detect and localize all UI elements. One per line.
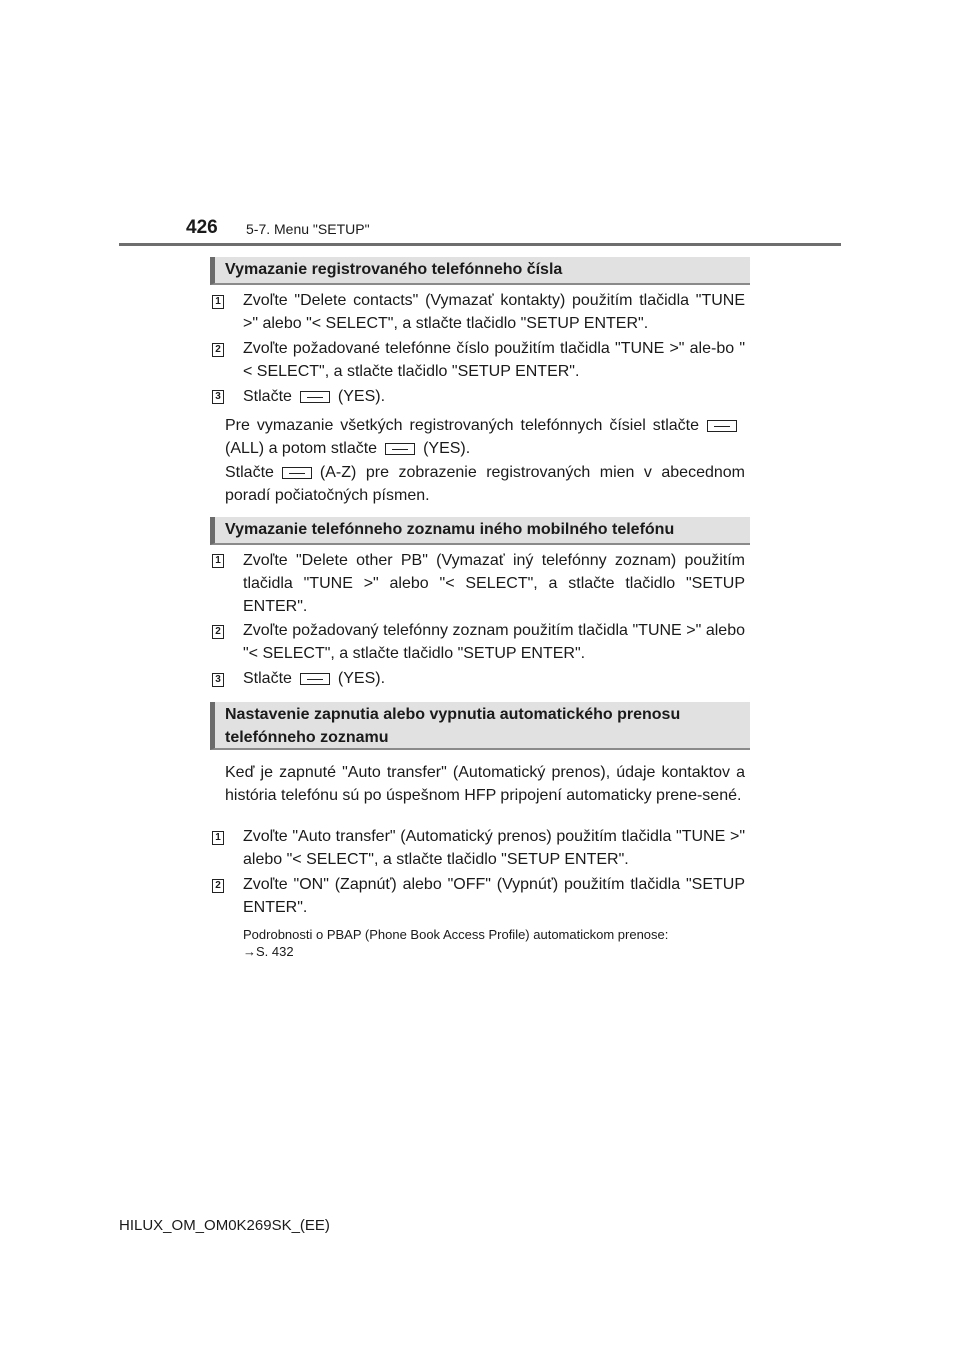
step-text: Stlačte (YES). — [243, 670, 386, 687]
button-icon — [707, 420, 737, 432]
intro-text: Keď je zapnuté "Auto transfer" (Automatický prenos), údaje kontaktov a história telefónu sú po úspešnom HFP pripojení automaticky prene-sené. — [225, 764, 745, 804]
section-header: 5-7. Menu "SETUP" — [246, 221, 370, 237]
step-text: Zvoľte "ON" (Zapnúť) alebo "OFF" (Vypnúť) použitím tlačidla "SETUP ENTER". — [243, 876, 745, 916]
header-divider — [119, 243, 841, 246]
step-text: Zvoľte "Delete other PB" (Vymazať iný telefónny zoznam) použitím tlačidla "TUNE >" alebo "< SELECT", a stlačte tlačidlo "SETUP ENTER". — [243, 552, 745, 615]
button-icon — [300, 673, 330, 685]
step-text: Zvoľte požadované telefónne číslo použitím tlačidla "TUNE >" ale-bo "< SELECT", a stlačte tlačidlo "SETUP ENTER". — [243, 340, 745, 380]
step-number-badge: 3 — [212, 673, 224, 687]
note-text: Stlačte (A-Z) pre zobrazenie registrovaných mien v abecednom poradí počiatočných písmen. — [225, 464, 745, 504]
step-number-badge: 1 — [212, 831, 224, 845]
button-icon — [385, 443, 415, 455]
step-number-badge: 2 — [212, 343, 224, 357]
step-text: Zvoľte požadovaný telefónny zoznam použitím tlačidla "TUNE >" alebo "< SELECT", a stlačte tlačidlo "SETUP ENTER". — [243, 622, 745, 662]
step-text: Stlačte (YES). — [243, 388, 386, 405]
step-number-badge: 1 — [212, 554, 224, 568]
section-title-auto-transfer: Nastavenie zapnutia alebo vypnutia automatického prenosu telefónneho zoznamu — [210, 702, 750, 750]
page-number: 426 — [186, 217, 218, 238]
button-icon — [300, 391, 330, 403]
button-icon — [282, 467, 312, 479]
step-number-badge: 3 — [212, 390, 224, 404]
section-title-delete-number: Vymazanie registrovaného telefónneho čísla — [210, 257, 750, 285]
section-title-delete-other-phonebook: Vymazanie telefónneho zoznamu iného mobilného telefónu — [210, 517, 750, 545]
page-reference-link[interactable]: S. 432 — [256, 944, 294, 959]
step-number-badge: 2 — [212, 879, 224, 893]
arrow-icon: → — [243, 944, 256, 959]
step-text: Zvoľte "Auto transfer" (Automatický prenos) použitím tlačidla "TUNE >" alebo "< SELECT", a stlačte tlačidlo "SETUP ENTER". — [243, 828, 745, 868]
step-number-badge: 2 — [212, 625, 224, 639]
step-number-badge: 1 — [212, 295, 224, 309]
reference-note: Podrobnosti o PBAP (Phone Book Access Profile) automatickom prenose: →S. 432 — [243, 927, 669, 959]
note-text: Pre vymazanie všetkých registrovaných telefónnych čísiel stlačte(ALL) a potom stlačte (YES). — [225, 414, 745, 460]
step-text: Zvoľte "Delete contacts" (Vymazať kontakty) použitím tlačidla "TUNE >" alebo "< SELECT", a stlačte tlačidlo "SETUP ENTER". — [243, 292, 745, 332]
document-code: HILUX_OM_OM0K269SK_(EE) — [119, 1217, 330, 1234]
